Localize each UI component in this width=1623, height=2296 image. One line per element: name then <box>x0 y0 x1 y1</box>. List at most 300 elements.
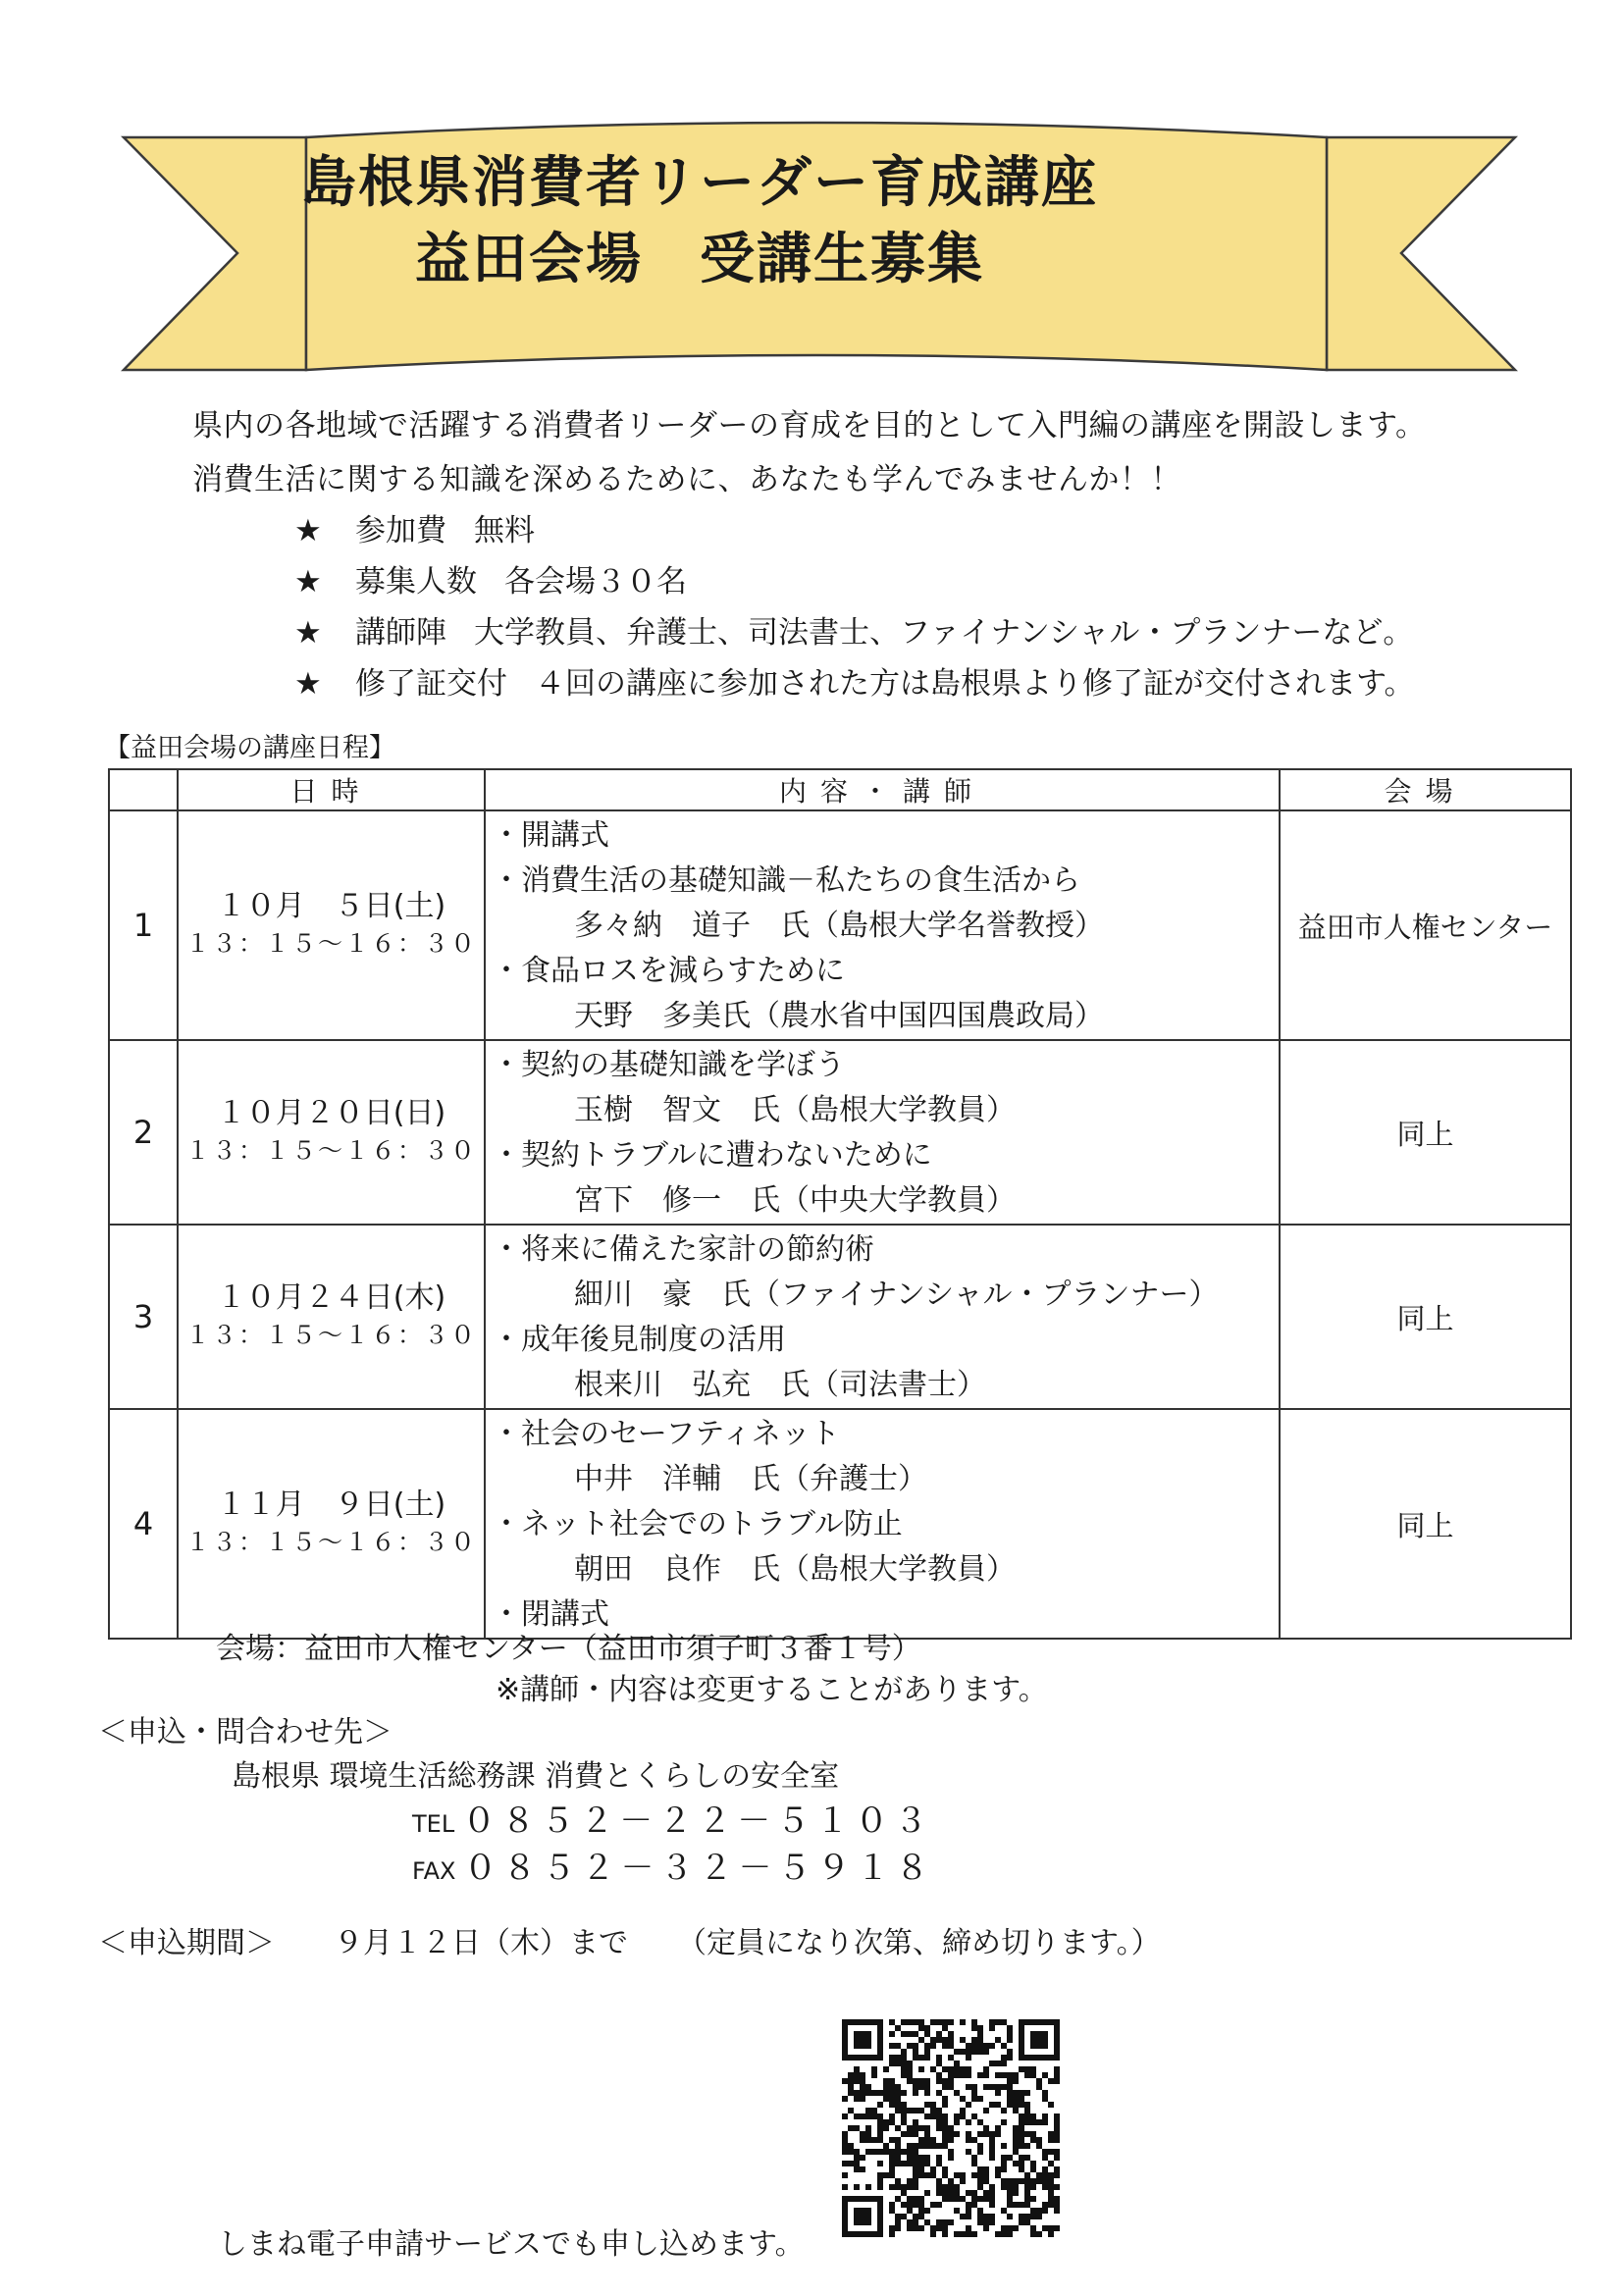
qr-module <box>865 2031 871 2037</box>
qr-module <box>889 2231 895 2237</box>
session-date: １０月 ５日(土) <box>216 889 446 923</box>
qr-module <box>1054 2202 1060 2208</box>
qr-module <box>883 2084 889 2090</box>
qr-module <box>942 2096 948 2102</box>
qr-module <box>936 2225 942 2231</box>
qr-module <box>913 2049 918 2055</box>
qr-module <box>913 2196 918 2202</box>
qr-module <box>954 2049 960 2055</box>
qr-module <box>854 2072 860 2078</box>
banner-right-tail <box>1327 137 1515 370</box>
qr-module <box>989 2043 995 2049</box>
qr-module <box>960 2172 966 2178</box>
qr-module <box>977 2031 983 2037</box>
qr-module <box>971 2155 977 2161</box>
qr-module <box>1019 2161 1024 2166</box>
qr-module <box>966 2225 971 2231</box>
qr-module <box>1048 2137 1054 2143</box>
qr-module <box>1013 2190 1019 2196</box>
qr-module <box>895 2125 901 2131</box>
qr-module <box>1054 2225 1060 2231</box>
qr-module <box>1019 2066 1024 2072</box>
qr-module <box>989 2025 995 2031</box>
qr-module <box>989 2149 995 2155</box>
qr-module <box>918 2196 924 2202</box>
qr-module <box>1019 2113 1024 2119</box>
qr-module <box>871 2231 877 2237</box>
session-topic: ・ 社会のセーフティネット <box>492 1412 1279 1457</box>
qr-module <box>948 2149 954 2155</box>
qr-module <box>913 2143 918 2149</box>
qr-module <box>1048 2202 1054 2208</box>
qr-module <box>1007 2078 1013 2084</box>
qr-module <box>1054 2166 1060 2172</box>
qr-module <box>1048 2149 1054 2155</box>
change-note: ※講師・内容は変更することがあります。 <box>496 1673 1048 1707</box>
qr-module <box>936 2190 942 2196</box>
qr-module <box>989 2102 995 2108</box>
qr-module <box>895 2178 901 2184</box>
qr-module <box>1019 2025 1024 2031</box>
qr-module <box>907 2149 913 2155</box>
qr-module <box>936 2219 942 2225</box>
qr-module <box>1042 2043 1048 2049</box>
session-content <box>485 1225 1280 1409</box>
qr-module <box>948 2178 954 2184</box>
table-row <box>109 1225 1571 1409</box>
qr-module <box>977 2049 983 2055</box>
qr-module <box>918 2066 924 2072</box>
qr-module <box>1042 2155 1048 2161</box>
qr-module <box>954 2184 960 2190</box>
qr-module <box>1024 2172 1030 2178</box>
qr-module <box>1007 2102 1013 2108</box>
qr-module <box>971 2172 977 2178</box>
qr-module <box>889 2078 895 2084</box>
qr-module <box>1024 2190 1030 2196</box>
qr-module <box>983 2214 989 2219</box>
qr-module <box>860 2208 865 2214</box>
fax-number: ０８５２－３２－５９１８ <box>463 1849 935 1888</box>
qr-module <box>907 2196 913 2202</box>
qr-module <box>842 2137 848 2143</box>
qr-module <box>907 2031 913 2037</box>
qr-module <box>1013 2178 1019 2184</box>
period-note: （定員になり次第、締め切ります。） <box>677 1926 1161 1960</box>
session-lecturer: 根来川 弘充 氏（司法書士） <box>574 1368 986 1402</box>
qr-module <box>989 2137 995 2143</box>
qr-module <box>924 2190 930 2196</box>
qr-module <box>942 2137 948 2143</box>
qr-module <box>936 2078 942 2084</box>
qr-module <box>924 2219 930 2225</box>
qr-module <box>995 2072 1001 2078</box>
contact-heading: ＜申込・問合わせ先＞ <box>98 1715 393 1749</box>
qr-module <box>942 2037 948 2043</box>
session-lecturer: 中井 洋輔 氏（弁護士） <box>574 1462 927 1496</box>
qr-module <box>989 2019 995 2025</box>
qr-module <box>983 2190 989 2196</box>
qr-module <box>1042 2031 1048 2037</box>
session-topic: ・ 食品ロスを減らすために <box>492 949 1279 994</box>
qr-module <box>983 2172 989 2178</box>
qr-module <box>848 2055 854 2061</box>
qr-module <box>1048 2172 1054 2178</box>
session-datetime <box>178 1225 485 1409</box>
qr-module <box>1013 2131 1019 2137</box>
qr-module <box>924 2078 930 2084</box>
qr-module <box>1054 2196 1060 2202</box>
qr-code-icon[interactable] <box>842 2019 1060 2237</box>
star-icon: ★ <box>294 513 322 548</box>
qr-module <box>1036 2031 1042 2037</box>
qr-module <box>954 2113 960 2119</box>
qr-module <box>895 2149 901 2155</box>
qr-module <box>971 2049 977 2055</box>
qr-module <box>895 2084 901 2090</box>
qr-module <box>1013 2090 1019 2096</box>
qr-module <box>877 2161 883 2166</box>
qr-module <box>871 2149 877 2155</box>
qr-module <box>918 2143 924 2149</box>
session-number: 3 <box>109 1225 178 1409</box>
qr-module <box>918 2202 924 2208</box>
qr-module <box>907 2019 913 2025</box>
qr-module <box>936 2119 942 2125</box>
qr-module <box>842 2202 848 2208</box>
qr-module <box>924 2084 930 2090</box>
qr-module <box>877 2172 883 2178</box>
qr-module <box>895 2219 901 2225</box>
qr-module <box>1030 2131 1036 2137</box>
qr-module <box>1042 2149 1048 2155</box>
qr-module <box>860 2090 865 2096</box>
qr-module <box>842 2019 848 2025</box>
qr-module <box>1019 2102 1024 2108</box>
qr-module <box>936 2090 942 2096</box>
qr-module <box>877 2031 883 2037</box>
qr-module <box>936 2125 942 2131</box>
qr-module <box>977 2196 983 2202</box>
qr-module <box>901 2066 907 2072</box>
qr-module <box>889 2166 895 2172</box>
qr-module <box>877 2049 883 2055</box>
qr-module <box>930 2225 936 2231</box>
qr-module <box>1054 2149 1060 2155</box>
qr-module <box>1042 2119 1048 2125</box>
qr-module <box>913 2055 918 2061</box>
qr-module <box>895 2043 901 2049</box>
qr-module <box>924 2161 930 2166</box>
qr-module <box>848 2231 854 2237</box>
qr-module <box>948 2019 954 2025</box>
session-lecturer: 細川 豪 氏（ファイナンシャル・プランナー） <box>574 1278 1219 1312</box>
qr-module <box>842 2161 848 2166</box>
qr-module <box>971 2037 977 2043</box>
qr-module <box>971 2043 977 2049</box>
qr-module <box>889 2137 895 2143</box>
qr-module <box>1036 2231 1042 2237</box>
qr-module <box>948 2125 954 2131</box>
qr-module <box>971 2019 977 2025</box>
qr-module <box>977 2219 983 2225</box>
qr-module <box>842 2219 848 2225</box>
qr-module <box>954 2090 960 2096</box>
qr-module <box>966 2208 971 2214</box>
qr-module <box>918 2025 924 2031</box>
qr-module <box>907 2078 913 2084</box>
qr-module <box>1024 2090 1030 2096</box>
qr-module <box>1007 2090 1013 2096</box>
qr-module <box>913 2161 918 2166</box>
qr-module <box>930 2143 936 2149</box>
qr-module <box>930 2202 936 2208</box>
bullet-label: 修了証交付 <box>355 666 507 702</box>
bullet-label: 参加費 <box>355 513 446 548</box>
qr-module <box>860 2072 865 2078</box>
qr-module <box>913 2178 918 2184</box>
qr-module <box>877 2202 883 2208</box>
qr-module <box>948 2190 954 2196</box>
qr-module <box>930 2043 936 2049</box>
qr-module <box>865 2037 871 2043</box>
star-icon: ★ <box>294 615 322 651</box>
qr-module <box>960 2178 966 2184</box>
qr-module <box>930 2166 936 2172</box>
qr-module <box>907 2143 913 2149</box>
qr-module <box>942 2125 948 2131</box>
qr-module <box>1007 2190 1013 2196</box>
qr-module <box>865 2125 871 2131</box>
qr-module <box>954 2066 960 2072</box>
qr-module <box>918 2161 924 2166</box>
qr-module <box>936 2019 942 2025</box>
qr-module <box>1054 2113 1060 2119</box>
qr-module <box>842 2113 848 2119</box>
qr-module <box>889 2202 895 2208</box>
qr-module <box>1007 2025 1013 2031</box>
qr-module <box>948 2072 954 2078</box>
qr-module <box>895 2096 901 2102</box>
qr-module <box>948 2155 954 2161</box>
qr-module <box>889 2084 895 2090</box>
qr-module <box>1019 2049 1024 2055</box>
table-header-row <box>109 769 1571 810</box>
qr-module <box>954 2196 960 2202</box>
qr-module <box>977 2037 983 2043</box>
qr-module <box>1054 2125 1060 2131</box>
qr-module <box>913 2214 918 2219</box>
banner-left-tail <box>124 137 306 370</box>
qr-module <box>889 2225 895 2231</box>
qr-module <box>971 2190 977 2196</box>
qr-module <box>936 2055 942 2061</box>
qr-module <box>924 2055 930 2061</box>
qr-module <box>854 2196 860 2202</box>
intro-text-2: 消費生活に関する知識を深めるために、あなたも学んでみませんか！！ <box>192 462 1181 497</box>
qr-module <box>913 2043 918 2049</box>
qr-module <box>1024 2178 1030 2184</box>
qr-module <box>901 2102 907 2108</box>
qr-module <box>842 2225 848 2231</box>
qr-module <box>971 2202 977 2208</box>
qr-module <box>860 2137 865 2143</box>
qr-module <box>877 2131 883 2137</box>
qr-module <box>842 2196 848 2202</box>
qr-module <box>960 2113 966 2119</box>
qr-module <box>1036 2143 1042 2149</box>
session-date: １１月 ９日(土) <box>216 1487 446 1522</box>
qr-module <box>877 2149 883 2155</box>
qr-module <box>889 2055 895 2061</box>
qr-module <box>1054 2031 1060 2037</box>
session-time: １３：１５～１６：３０ <box>184 1136 477 1165</box>
qr-module <box>889 2102 895 2108</box>
qr-module <box>942 2131 948 2137</box>
qr-module <box>842 2143 848 2149</box>
session-topic: ・ 開講式 <box>492 813 1279 859</box>
qr-module <box>1024 2214 1030 2219</box>
session-number: 4 <box>109 1409 178 1639</box>
qr-module <box>1036 2119 1042 2125</box>
qr-module <box>1001 2143 1007 2149</box>
qr-module <box>907 2225 913 2231</box>
qr-module <box>1042 2113 1048 2119</box>
qr-module <box>895 2155 901 2161</box>
qr-module <box>871 2113 877 2119</box>
qr-module <box>877 2125 883 2131</box>
qr-module <box>1024 2219 1030 2225</box>
qr-module <box>936 2155 942 2161</box>
qr-module <box>860 2019 865 2025</box>
qr-module <box>1007 2184 1013 2190</box>
qr-module <box>1024 2196 1030 2202</box>
qr-module <box>901 2184 907 2190</box>
qr-module <box>936 2143 942 2149</box>
qr-module <box>983 2049 989 2055</box>
bullet-value: 大学教員、弁護士、司法書士、ファイナンシャル・プランナーなど。 <box>474 615 1414 651</box>
qr-module <box>1030 2231 1036 2237</box>
qr-module <box>966 2049 971 2055</box>
qr-module <box>942 2019 948 2025</box>
qr-module <box>995 2125 1001 2131</box>
qr-module <box>889 2031 895 2037</box>
qr-module <box>1036 2084 1042 2090</box>
qr-module <box>942 2084 948 2090</box>
qr-module <box>895 2025 901 2031</box>
qr-module <box>924 2208 930 2214</box>
qr-module <box>1001 2072 1007 2078</box>
qr-module <box>1019 2131 1024 2137</box>
qr-module <box>1024 2143 1030 2149</box>
qr-module <box>860 2055 865 2061</box>
qr-module <box>1001 2161 1007 2166</box>
qr-module <box>983 2084 989 2090</box>
qr-module <box>1007 2096 1013 2102</box>
qr-module <box>942 2166 948 2172</box>
qr-module <box>1007 2049 1013 2055</box>
qr-module <box>865 2113 871 2119</box>
qr-module <box>995 2037 1001 2043</box>
qr-module <box>913 2172 918 2178</box>
qr-module <box>918 2172 924 2178</box>
qr-module <box>977 2119 983 2125</box>
qr-module <box>895 2214 901 2219</box>
qr-module <box>1007 2037 1013 2043</box>
qr-module <box>1036 2214 1042 2219</box>
qr-module <box>1048 2196 1054 2202</box>
qr-module <box>842 2055 848 2061</box>
qr-module <box>1001 2155 1007 2161</box>
bullet-certificate <box>294 658 1415 703</box>
qr-module <box>913 2031 918 2037</box>
qr-module <box>865 2108 871 2113</box>
qr-module <box>1007 2178 1013 2184</box>
qr-module <box>983 2072 989 2078</box>
qr-module <box>1042 2055 1048 2061</box>
qr-module <box>936 2108 942 2113</box>
qr-module <box>877 2231 883 2237</box>
qr-module <box>948 2078 954 2084</box>
qr-module <box>842 2078 848 2084</box>
qr-module <box>1042 2019 1048 2025</box>
qr-module <box>936 2202 942 2208</box>
qr-module <box>1054 2066 1060 2072</box>
qr-module <box>954 2190 960 2196</box>
qr-module <box>913 2078 918 2084</box>
qr-module <box>954 2208 960 2214</box>
qr-module <box>877 2025 883 2031</box>
qr-module <box>895 2102 901 2108</box>
qr-module <box>924 2143 930 2149</box>
qr-module <box>1007 2214 1013 2219</box>
bullet-label: 募集人数 <box>355 564 477 600</box>
qr-module <box>901 2072 907 2078</box>
qr-module <box>913 2149 918 2155</box>
header-content: 内容・講師 <box>485 769 1280 810</box>
qr-module <box>913 2219 918 2225</box>
qr-module <box>877 2225 883 2231</box>
qr-module <box>883 2066 889 2072</box>
qr-module <box>860 2031 865 2037</box>
qr-module <box>960 2066 966 2072</box>
qr-module <box>1007 2155 1013 2161</box>
qr-module <box>913 2155 918 2161</box>
qr-module <box>1013 2184 1019 2190</box>
qr-module <box>942 2025 948 2031</box>
qr-module <box>995 2131 1001 2137</box>
qr-module <box>842 2172 848 2178</box>
qr-module <box>1054 2119 1060 2125</box>
qr-module <box>1013 2078 1019 2084</box>
qr-module <box>854 2219 860 2225</box>
qr-module <box>971 2090 977 2096</box>
qr-module <box>948 2031 954 2037</box>
qr-module <box>971 2113 977 2119</box>
qr-module <box>977 2143 983 2149</box>
qr-module <box>1007 2225 1013 2231</box>
qr-module <box>1019 2178 1024 2184</box>
qr-module <box>1030 2055 1036 2061</box>
qr-module <box>901 2190 907 2196</box>
qr-module <box>1001 2043 1007 2049</box>
qr-module <box>895 2161 901 2166</box>
qr-module <box>918 2084 924 2090</box>
qr-module <box>983 2066 989 2072</box>
phone-label: TEL <box>412 1810 455 1838</box>
qr-module <box>871 2196 877 2202</box>
qr-module <box>848 2161 854 2166</box>
